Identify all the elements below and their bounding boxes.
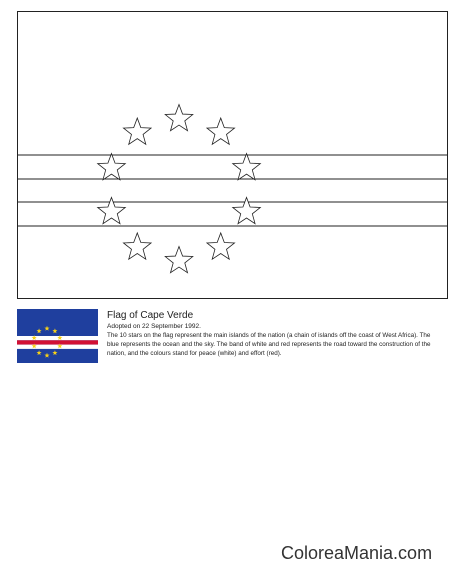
flag-adopted-date: Adopted on 22 September 1992. [107,323,201,330]
cape-verde-flag-color [17,309,98,363]
flag-description: The 10 stars on the flag represent the main islands of the nation (a chain of islands off the coast of West Africa). The blue represents the ocean and the sky. The band of white and red represents the road toward the construction of the nation, and the colours stand for peace (white) and effort (red). [107,332,431,357]
flag-outline-drawing [17,11,448,299]
flag-red-band [17,340,98,344]
flag-title: Flag of Cape Verde [107,310,194,321]
flag-info-panel [107,309,437,358]
flag-white-band-bottom [17,345,98,349]
flag-white-band-top [17,336,98,340]
site-logo[interactable]: ColoreaMania.com [281,543,433,563]
